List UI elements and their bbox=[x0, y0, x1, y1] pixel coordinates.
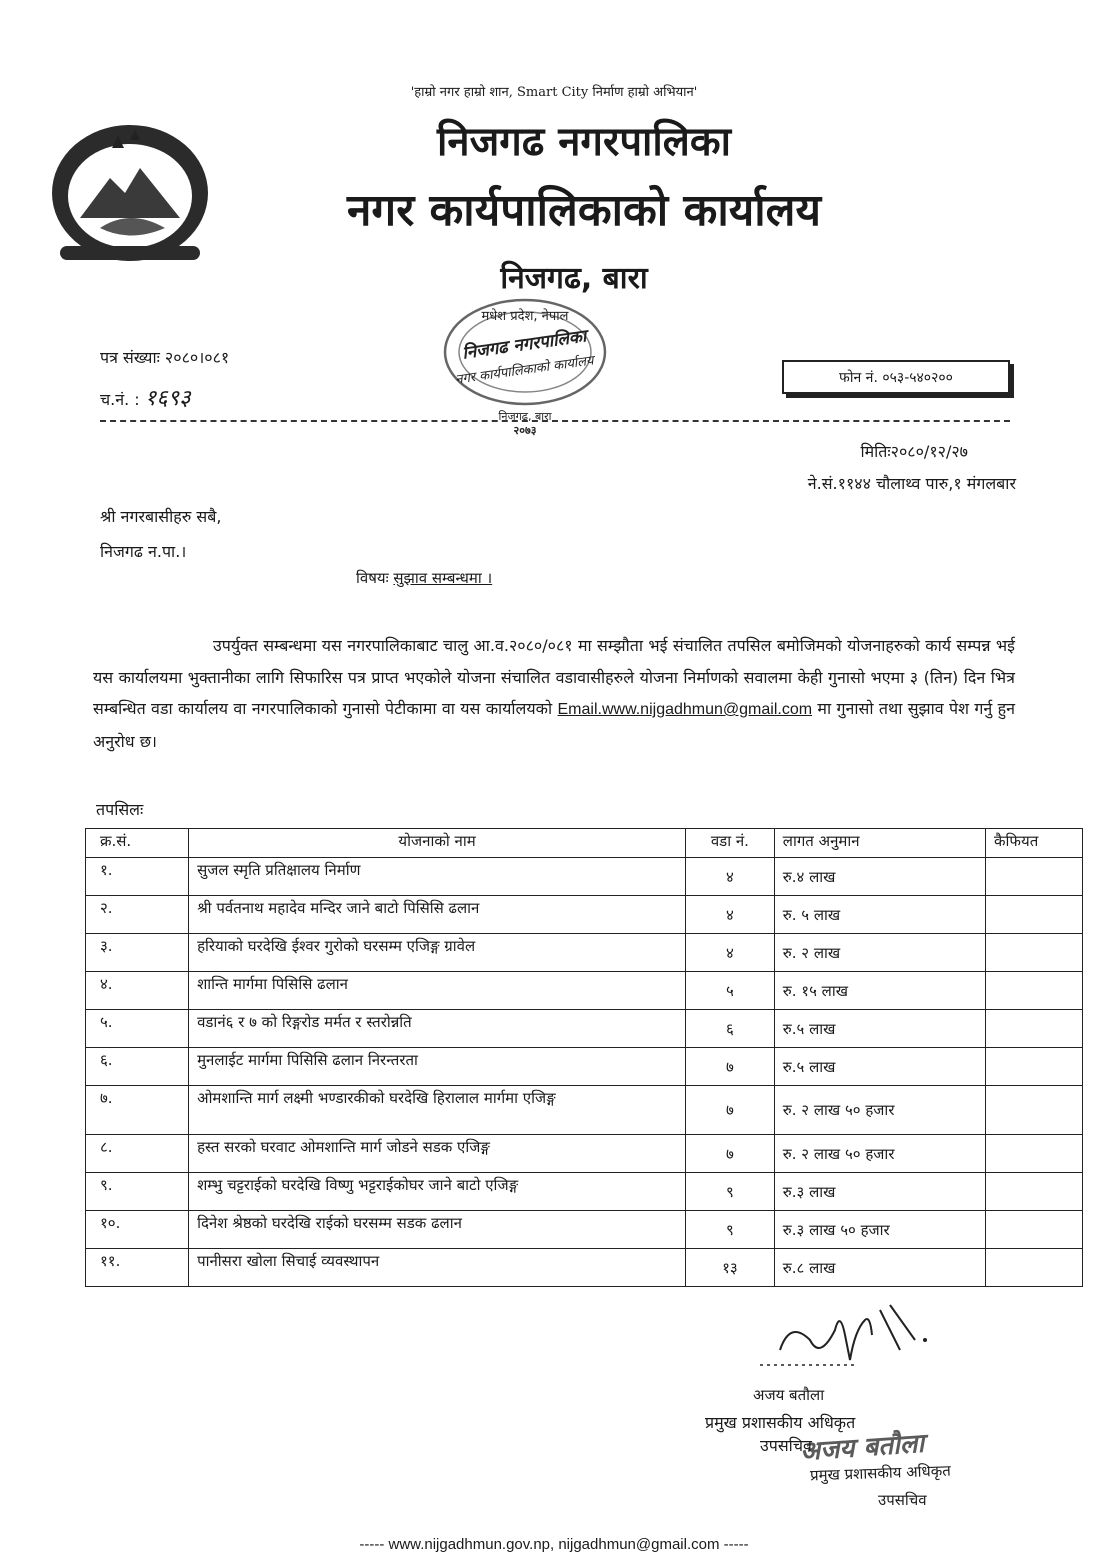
row-ward: ४ bbox=[686, 858, 775, 896]
row-ward: ४ bbox=[686, 934, 775, 972]
seal-line2: निजगढ नगरपालिका bbox=[461, 326, 588, 364]
table-header-row bbox=[86, 829, 1083, 858]
row-sn: १. bbox=[86, 858, 189, 896]
addressee-line1: श्री नगरबासीहरु सबै, bbox=[100, 507, 222, 526]
stamp-title: प्रमुख प्रशासकीय अधिकृत bbox=[809, 1461, 952, 1485]
row-cost: रु. १५ लाख bbox=[774, 972, 985, 1010]
row-remarks bbox=[986, 1211, 1083, 1249]
row-name: हरियाको घरदेखि ईश्वर गुरोको घरसम्म एजिङ्ग ग्रावेल bbox=[189, 934, 686, 972]
row-ward: ६ bbox=[686, 1010, 775, 1048]
table-row bbox=[86, 858, 1083, 896]
row-sn: ७. bbox=[86, 1086, 189, 1135]
row-name: शान्ति मार्गमा पिसिसि ढलान bbox=[189, 972, 686, 1010]
row-name: हस्त सरको घरवाट ओमशान्ति मार्ग जोडने सडक एजिङ्ग bbox=[189, 1135, 686, 1173]
row-ward: ७ bbox=[686, 1048, 775, 1086]
subject-label: विषयः bbox=[356, 569, 389, 587]
row-name: ओमशान्ति मार्ग लक्ष्मी भण्डारकीको घरदेखि हिरालाल मार्गमा एजिङ्ग bbox=[189, 1086, 686, 1135]
signatory-name: अजय बतौला bbox=[753, 1386, 825, 1404]
body-text-2: मा गुनासो तथा सुझाव पेश गर्नु हुन अनुरोध छ। bbox=[93, 699, 1016, 751]
row-sn: ११. bbox=[86, 1249, 189, 1287]
divider bbox=[100, 420, 1010, 422]
table-row bbox=[86, 1135, 1083, 1173]
row-name: पानीसरा खोला सिचाई व्यवस्थापन bbox=[189, 1249, 686, 1287]
row-ward: ५ bbox=[686, 972, 775, 1010]
row-remarks bbox=[986, 1048, 1083, 1086]
dispatch-number: १६९३ bbox=[144, 386, 191, 411]
row-name: दिनेश श्रेष्ठको घरदेखि राईको घरसम्म सडक ढलान bbox=[189, 1211, 686, 1249]
row-cost: रु. २ लाख ५० हजार bbox=[774, 1086, 985, 1135]
row-remarks bbox=[986, 858, 1083, 896]
row-cost: रु.३ लाख ५० हजार bbox=[774, 1211, 985, 1249]
header-sn: क्र.सं. bbox=[86, 829, 189, 858]
addressee-line2: निजगढ न.पा.। bbox=[100, 542, 187, 561]
row-ward: ७ bbox=[686, 1086, 775, 1135]
row-cost: रु.४ लाख bbox=[774, 858, 985, 896]
row-name: शम्भु चट्टराईको घरदेखि विष्णु भट्टराईकोघर जाने बाटो एजिङ्ग bbox=[189, 1173, 686, 1211]
dispatch-label: च.नं. : bbox=[100, 390, 140, 409]
row-name: वडानं६ र ७ को रिङ्गरोड मर्मत र स्तरोन्नति bbox=[189, 1010, 686, 1048]
stamp-secretary: उपसचिव bbox=[760, 1436, 812, 1455]
row-cost: रु.५ लाख bbox=[774, 1010, 985, 1048]
header-cost: लागत अनुमान bbox=[774, 829, 985, 858]
slogan: 'हाम्रो नगर हाम्रो शान, Smart City निर्माण हाम्रो अभियान' bbox=[410, 85, 698, 100]
stamp-name: अजय बतौला bbox=[799, 1428, 926, 1468]
municipality-name: निजगढ नगरपालिका bbox=[437, 119, 731, 165]
row-name: मुनलाईट मार्गमा पिसिसि ढलान निरन्तरता bbox=[189, 1048, 686, 1086]
subject-text: सुझाव सम्बन्धमा । bbox=[393, 569, 493, 587]
row-cost: रु.८ लाख bbox=[774, 1249, 985, 1287]
header-remarks: कैफियत bbox=[986, 829, 1083, 858]
office-location: निजगढ, बारा bbox=[500, 261, 648, 296]
list-label: तपसिलः bbox=[96, 800, 144, 819]
row-cost: रु. २ लाख ५० हजार bbox=[774, 1135, 985, 1173]
dispatch-number-row bbox=[100, 382, 191, 412]
row-cost: रु. ५ लाख bbox=[774, 896, 985, 934]
signatory-title: प्रमुख प्रशासकीय अधिकृत bbox=[705, 1413, 856, 1432]
row-remarks bbox=[986, 934, 1083, 972]
header-ward: वडा नं. bbox=[686, 829, 775, 858]
row-sn: ३. bbox=[86, 934, 189, 972]
header-name: योजनाको नाम bbox=[189, 829, 686, 858]
row-ward: ९ bbox=[686, 1211, 775, 1249]
row-sn: ४. bbox=[86, 972, 189, 1010]
row-remarks bbox=[986, 1086, 1083, 1135]
row-sn: ९. bbox=[86, 1173, 189, 1211]
phone-box: फोन नं. ०५३-५४०२०० bbox=[782, 360, 1010, 394]
row-ward: ४ bbox=[686, 896, 775, 934]
table-row bbox=[86, 934, 1083, 972]
row-ward: ९ bbox=[686, 1173, 775, 1211]
row-cost: रु.५ लाख bbox=[774, 1048, 985, 1086]
office-name: नगर कार्यपालिकाको कार्यालय bbox=[347, 185, 821, 236]
letter-number: पत्र संख्याः २०८०।०८१ bbox=[100, 348, 230, 367]
row-remarks bbox=[986, 896, 1083, 934]
body-text-1: उपर्युक्त सम्बन्धमा यस नगरपालिकाबाट चालु आ.व.२०८०/०८१ मा सम्झौता भई संचालित तपसिल बमोजिमको योजनाहरुको कार्य सम्पन्न भई यस कार्यालयमा भुक्तानीका लागि सिफारिस पत्र प्राप्त भएकोले योजना संचालित वडावासीहरुले योजना निर्माणको सवालमा केही गुनासो भएमा ३ (तिन) दिन भित्र सम्बन्धित वडा कार्यालय वा नगरपालिकाको गुनासो पेटीकामा वा यस कार्यालयको bbox=[93, 636, 1015, 718]
table-row bbox=[86, 1211, 1083, 1249]
footer-contact: ----- www.nijgadhmun.gov.np, nijgadhmun@gmail.com ----- bbox=[359, 1536, 749, 1553]
seal-line3: नगर कार्यपालिकाको कार्यालय bbox=[454, 353, 595, 388]
letter-date: मितिः२०८०/१२/२७ bbox=[860, 442, 968, 461]
table-row bbox=[86, 972, 1083, 1010]
row-name: श्री पर्वतनाथ महादेव मन्दिर जाने बाटो पिसिसि ढलान bbox=[189, 896, 686, 934]
seal-year: २०७३ bbox=[513, 424, 537, 437]
row-name: सुजल स्मृति प्रतिक्षालय निर्माण bbox=[189, 858, 686, 896]
email-link[interactable]: Email.www.nijgadhmun@gmail.com bbox=[557, 701, 813, 718]
row-remarks bbox=[986, 972, 1083, 1010]
seal-line4: निजगढ, बारा bbox=[498, 410, 552, 423]
stamp-secretary-2: उपसचिव bbox=[878, 1491, 927, 1509]
row-sn: १०. bbox=[86, 1211, 189, 1249]
body-paragraph bbox=[93, 630, 1015, 757]
handwritten-signature bbox=[740, 1290, 940, 1400]
row-sn: ८. bbox=[86, 1135, 189, 1173]
seal-line1: मधेश प्रदेश, नेपाल bbox=[481, 309, 569, 324]
table-row bbox=[86, 1010, 1083, 1048]
table-row bbox=[86, 1086, 1083, 1135]
table-row bbox=[86, 896, 1083, 934]
row-cost: रु. २ लाख bbox=[774, 934, 985, 972]
table-row bbox=[86, 1249, 1083, 1287]
row-remarks bbox=[986, 1173, 1083, 1211]
row-remarks bbox=[986, 1010, 1083, 1048]
plans-table bbox=[85, 828, 1083, 1287]
table-row bbox=[86, 1173, 1083, 1211]
subject-line bbox=[356, 568, 492, 588]
row-ward: १३ bbox=[686, 1249, 775, 1287]
row-sn: ५. bbox=[86, 1010, 189, 1048]
table-row bbox=[86, 1048, 1083, 1086]
row-sn: २. bbox=[86, 896, 189, 934]
nepal-sambat-date: ने.सं.११४४ चौलाथ्व पारु,१ मंगलबार bbox=[807, 474, 1016, 493]
row-remarks bbox=[986, 1249, 1083, 1287]
row-remarks bbox=[986, 1135, 1083, 1173]
row-ward: ७ bbox=[686, 1135, 775, 1173]
row-cost: रु.३ लाख bbox=[774, 1173, 985, 1211]
row-sn: ६. bbox=[86, 1048, 189, 1086]
